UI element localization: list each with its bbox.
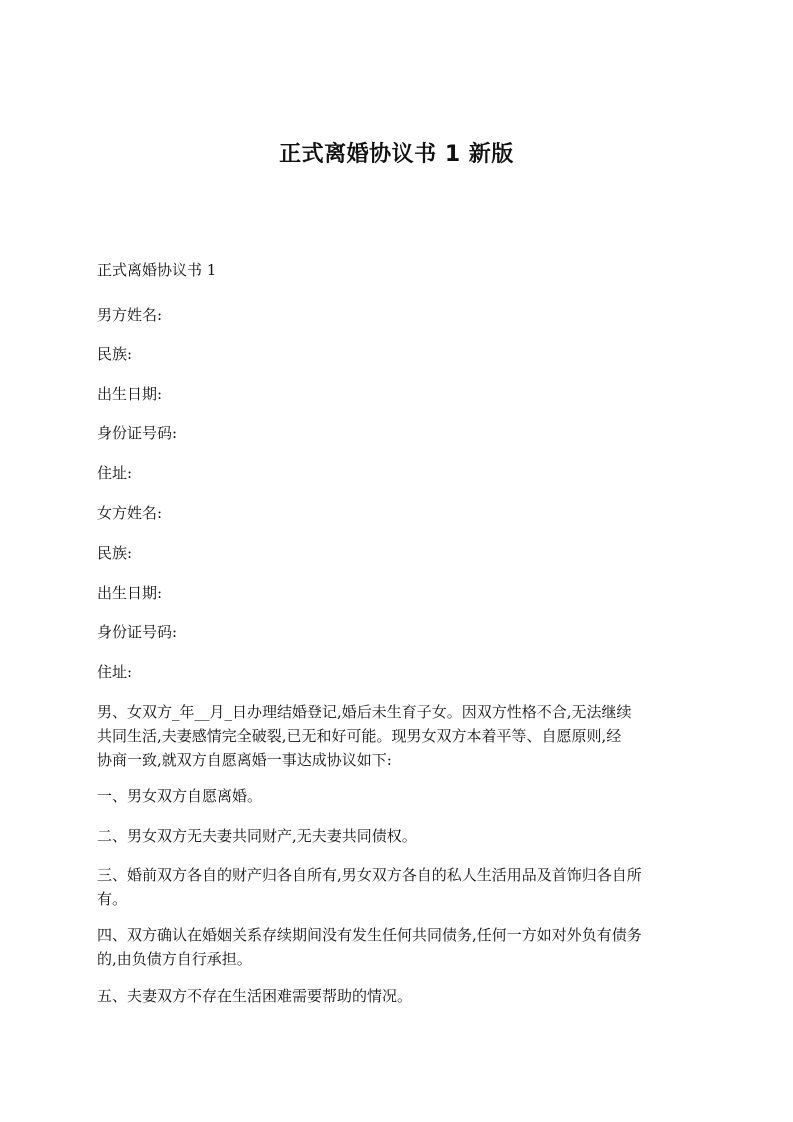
female-id-label: 身份证号码:: [97, 623, 178, 641]
clause-line: 一、男女双方自愿离婚。: [97, 787, 263, 805]
clause-3: [97, 863, 689, 911]
clause-line: 二、男女双方无夫妻共同财产,无夫妻共同债权。: [97, 827, 417, 845]
clause-4: [97, 923, 689, 971]
intro-line: 共同生活,夫妻感情完全破裂,已无和好可能。现男女双方本着平等、自愿原则,经: [97, 727, 622, 745]
male-birth-label: 出生日期:: [97, 385, 163, 403]
clause-2: [97, 824, 689, 848]
document-title: 正式离婚协议书 1 新版: [279, 142, 514, 167]
clause-5: [97, 984, 689, 1008]
male-ethnicity-label: 民族:: [97, 345, 133, 363]
female-birth-label: 出生日期:: [97, 584, 163, 602]
clause-1: [97, 784, 689, 808]
male-id-label: 身份证号码:: [97, 424, 178, 442]
female-ethnicity-label: 民族:: [97, 544, 133, 562]
female-name-label: 女方姓名:: [97, 504, 163, 522]
clause-line: 三、婚前双方各自的财产归各自所有,男女双方各自的私人生活用品及首饰归各自所: [97, 866, 642, 884]
intro-paragraph: [97, 700, 689, 772]
male-name-label: 男方姓名:: [97, 306, 163, 324]
document-subtitle: 正式离婚协议书 1: [97, 261, 217, 279]
male-address-label: 住址:: [97, 464, 133, 482]
clause-line: 有。: [97, 890, 128, 908]
intro-line: 男、女双方_年__月_日办理结婚登记,婚后未生育子女。因双方性格不合,无法继续: [97, 703, 632, 721]
clause-line: 的,由负债方自行承担。: [97, 950, 252, 968]
clause-line: 五、夫妻双方不存在生活困难需要帮助的情况。: [97, 987, 413, 1005]
intro-line: 协商一致,就双方自愿离婚一事达成协议如下:: [97, 751, 392, 769]
clause-line: 四、双方确认在婚姻关系存续期间没有发生任何共同债务,任何一方如对外负有债务: [97, 926, 642, 944]
female-address-label: 住址:: [97, 663, 133, 681]
